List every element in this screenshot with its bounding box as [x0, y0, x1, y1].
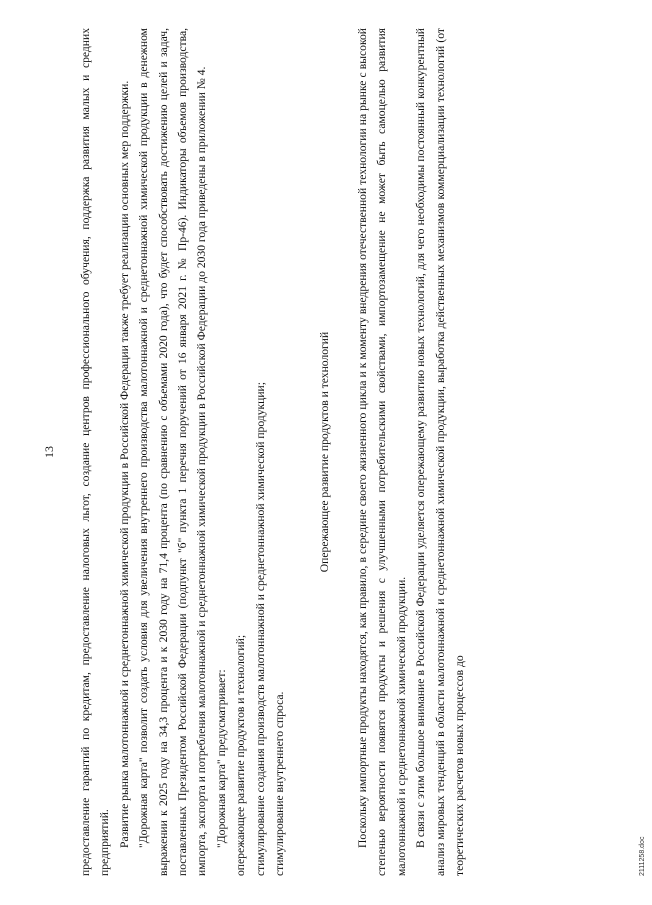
list-item-stimulate-demand: стимулирование внутреннего спроса. [273, 691, 287, 876]
list-item-stimulate-production: стимулирование создания производств малотоннажной и среднетоннажной химической продукции; [253, 382, 267, 876]
paragraph-import-products: Поскольку импортные продукты находятся, как правило, в середине своего жизненного цикла и к моменту внедрения отечественной технологии на рынке с высокой степенью вероятности появятся продукты и решения с улучшенными потребительскими свойствами, импортозамещение не может быть самоцелью развития малотоннажной и среднетоннажной химической продукции. [355, 28, 408, 876]
document-file-id: 2111258.doc [638, 836, 646, 876]
rotated-document-page [40, 22, 646, 882]
section-heading: Опережающее развитие продуктов и технологий [318, 331, 332, 573]
paragraph-new-technologies: В связи с этим большое внимание в Российской Федерации уделяется опережающему развитию новых технологий, для чего необходимы постоянный конкурентный анализ мировых тенденций в области малотоннажной и среднетоннажной химической продукции, выработка действенных механизмов коммерциализации технологий (от теоретических расчетов новых процессов до [414, 28, 466, 876]
paragraph-roadmap-goals: "Дорожная карта" позволит создать условия для увеличения внутреннего производства малотоннажной и среднетоннажной химической продукции в денежном выражении к 2025 году на 34,3 процента и к 2030 году на 71,4 процента (по сравнению с объемами 2020 года), что будет способствовать достижению целей и задач, поставленных Президентом Российской Федерации (подпункт "б" пункта 1 перечня поручений от 16 января 2021 г. № Пр-46). Индикаторы объемов производства, импорта, экспорта и потребления малотоннажной и среднетоннажной химической продукции в Российской Федерации до 2030 года приведены в приложении № 4. [137, 28, 209, 876]
paragraph-support-measures-end: предоставление гарантий по кредитам, предоставление налоговых льгот, создание центров профессионального обучения, поддержка развития малых и средних предприятий. [79, 28, 112, 876]
paragraph-market-development: Развитие рынка малотоннажной и среднетоннажной химической продукции в Российской Федерации также требует реализации основных мер поддержки. [117, 80, 131, 848]
list-item-advanced-development: опережающее развитие продуктов и технологий; [234, 634, 248, 876]
paragraph-roadmap-provides: "Дорожная карта" предусматривает: [214, 669, 228, 848]
document-body [76, 28, 469, 876]
page-number: 13 [42, 446, 56, 458]
